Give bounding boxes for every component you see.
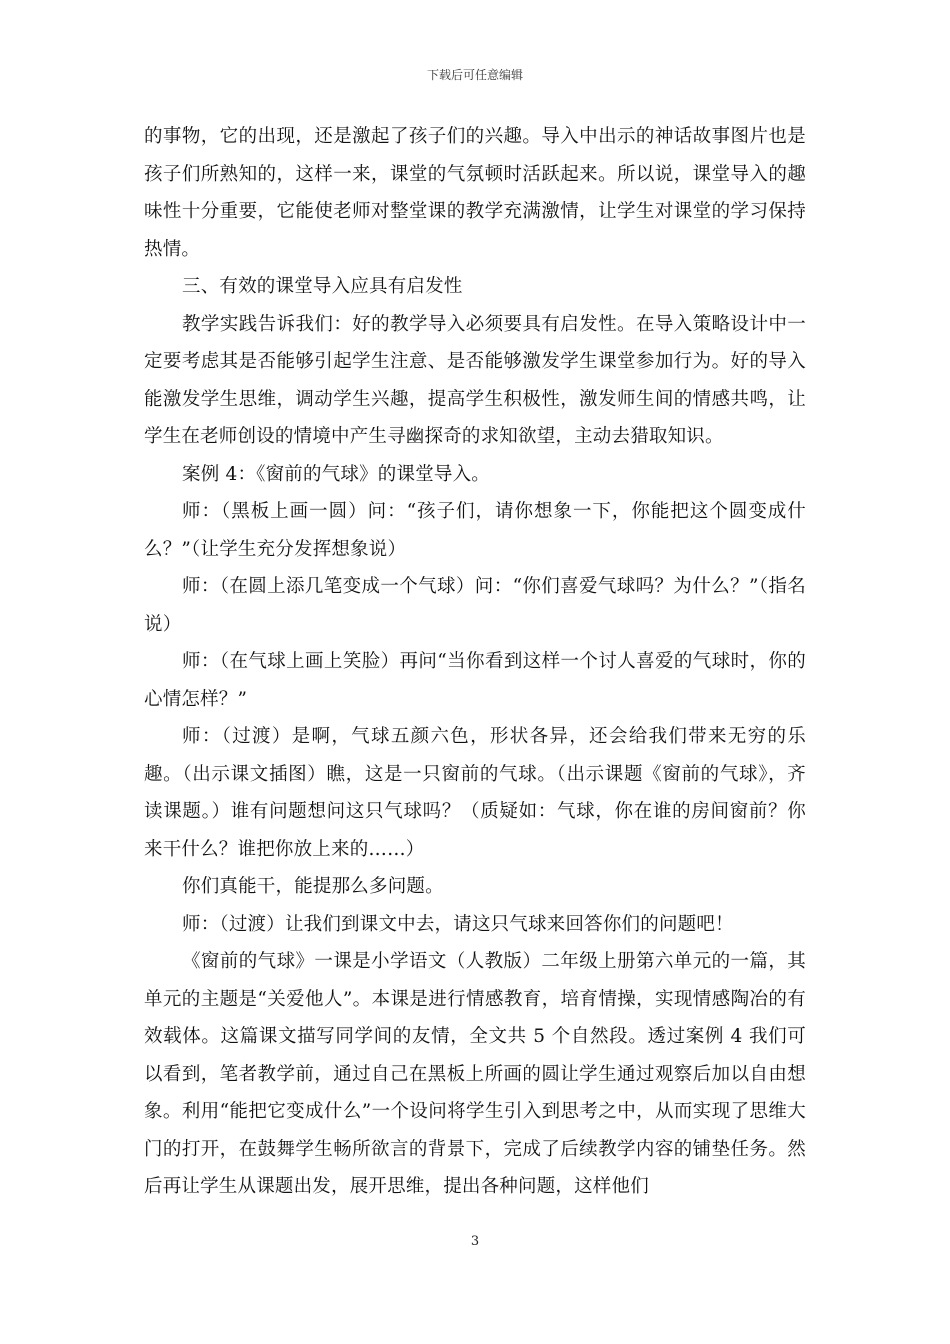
paragraph-1: 的事物，它的出现，还是激起了孩子们的兴趣。导入中出示的神话故事图片也是孩子们所熟知的，这样一来，课堂的气氛顿时活跃起来。所以说，课堂导入的趣味性十分重要，它能使老师对整堂课的教学充满激情，让学生对课堂的学习保持热情。 (144, 126, 806, 260)
case-title: 案例 4：《窗前的气球》的课堂导入。 (182, 463, 491, 485)
section-heading: 三、有效的课堂导入应具有启发性 (182, 276, 463, 297)
dialogue-5: 你们真能干，能提那么多问题。 (182, 876, 444, 897)
dialogue-2: 师：（在圆上添几笔变成一个气球）问：“你们喜爱气球吗？为什么？”（指名说） (144, 576, 806, 635)
page-header: 下载后可任意编辑 (426, 68, 523, 82)
dialogue-4: 师：（过渡）是啊，气球五颜六色，形状各异，还会给我们带来无穷的乐趣。（出示课文插图）瞧，这是一只窗前的气球。（出示课题《窗前的气球》，齐读课题。）谁有问题想问这只气球吗？（质疑如：气球，你在谁的房间窗前？你来干什么？谁把你放上来的……） (144, 726, 806, 860)
dialogue-3: 师：（在气球上画上笑脸）再问“当你看到这样一个讨人喜爱的气球时，你的心情怎样？” (144, 651, 806, 710)
paragraph-analysis: 《窗前的气球》一课是小学语文（人教版）二年级上册第六单元的一篇，其单元的主题是“关爱他人”。本课是进行情感教育，培育情操，实现情感陶冶的有效载体。这篇课文描写同学间的友情，全文共 5 个自然段。透过案例 4 我们可以看到，笔者教学前，通过自己在黑板上所画的圆让学生通过观察后加以自由想象。利用“能把它变成什么”一个设问将学生引入到思考之中，从而实现了思维大门的打开，在鼓舞学生畅所欲言的背景下，完成了后续教学内容的铺垫任务。然后再让学生从课题出发，展开思维，提出各种问题，这样他们 (144, 951, 806, 1197)
document-body (144, 118, 806, 1206)
dialogue-1: 师：（黑板上画一圆）问：“孩子们，请你想象一下，你能把这个圆变成什么？”（让学生充分发挥想象说） (144, 501, 806, 560)
page-number: 3 (470, 1234, 480, 1249)
dialogue-6: 师：（过渡）让我们到课文中去，请这只气球来回答你们的问题吧！ (182, 913, 734, 935)
paragraph-2: 教学实践告诉我们：好的教学导入必须要具有启发性。在导入策略设计中一定要考虑其是否能够引起学生注意、是否能够激发学生课堂参加行为。好的导入能激发学生思维，调动学生兴趣，提高学生积极性，激发师生间的情感共鸣，让学生在老师创设的情境中产生寻幽探奇的求知欲望，主动去猎取知识。 (144, 313, 806, 447)
